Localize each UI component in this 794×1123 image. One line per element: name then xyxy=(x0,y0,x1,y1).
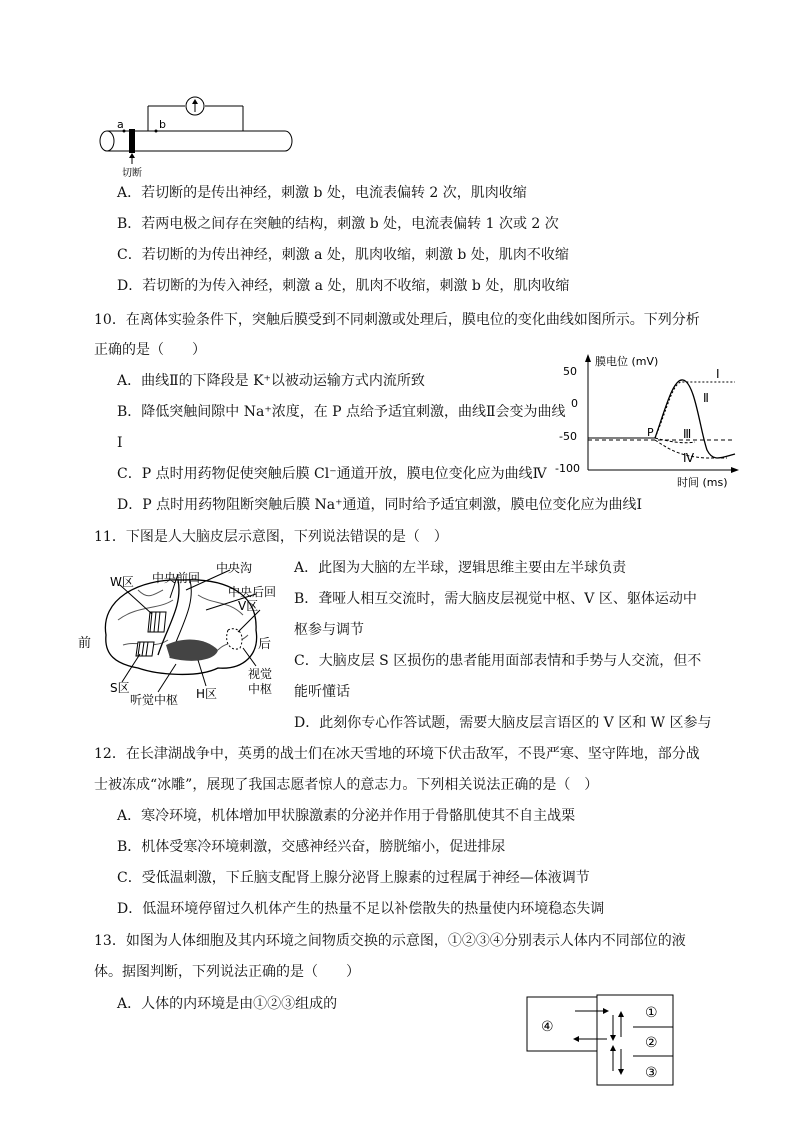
v-area-label: V区 xyxy=(238,599,259,613)
q10-option-c: C．P 点时用药物促使突触后膜 Cl⁻通道开放，膜电位变化应为曲线Ⅳ xyxy=(117,466,547,482)
q10-option-b-1: B．降低突触间隙中 Na⁺浓度，在 P 点给予适宜刺激，曲线Ⅱ会变为曲线 xyxy=(117,404,566,420)
q11-option-a: A．此图为大脑的左半球，逻辑思维主要由左半球负责 xyxy=(294,560,627,576)
q9-option-c: C．若切断的为传出神经，刺激 a 处，肌肉收缩，刺激 b 处，肌肉不收缩 xyxy=(117,247,569,263)
q13-option-a: A．人体的内环境是由①②③组成的 xyxy=(117,996,338,1012)
q11-option-c-1: C．大脑皮层 S 区损伤的患者能用面部表情和手势与人交流，但不 xyxy=(294,653,702,669)
q12-option-d: D．低温环境停留过久机体产生的热量不足以补偿散失的热量使内环境稳态失调 xyxy=(117,901,605,917)
q11-option-b-2: 枢参与调节 xyxy=(294,622,364,638)
fluid-2: ② xyxy=(645,1035,658,1051)
y-axis-label: 膜电位 (mV) xyxy=(595,355,659,368)
tick-0: 0 xyxy=(571,397,578,410)
q11-option-c-2: 能听懂话 xyxy=(294,684,350,700)
brain-figure xyxy=(78,560,290,708)
q12-stem-1: 12．在长津湖战争中，英勇的战士们在冰天雪地的环境下伏击敌军，不畏严寒、坚守阵地，部分战 xyxy=(94,746,700,762)
label-b: b xyxy=(159,118,166,131)
central-back-label: 中央后回 xyxy=(228,585,277,599)
q13-stem-1: 13．如图为人体细胞及其内环境之间物质交换的示意图，①②③④分别表示人体内不同部位的液 xyxy=(94,933,686,949)
q12-stem-2: 士被冻成“冰雕”，展现了我国志愿者惊人的意志力。下列相关说法正确的是（ ） xyxy=(94,777,599,793)
q12-option-a: A．寒冷环境，机体增加甲状腺激素的分泌并作用于骨骼肌使其不自主战栗 xyxy=(117,808,576,824)
central-front-label: 中央前回 xyxy=(152,571,201,585)
q10-stem-2: 正确的是（ ） xyxy=(94,342,206,358)
front-label: 前 xyxy=(78,636,92,651)
q11-option-d: D．此刻你专心作答试题，需要大脑皮层言语区的 V 区和 W 区参与 xyxy=(294,715,712,731)
q10-option-d: D．P 点时用药物阻断突触后膜 Na⁺通道，同时给予适宜刺激，膜电位变化应为曲线Ⅰ xyxy=(117,497,643,513)
fluid-4: ④ xyxy=(541,1019,554,1035)
fluid-3: ③ xyxy=(645,1065,658,1081)
q10-option-b-2: Ⅰ xyxy=(117,435,123,451)
q12-option-b: B．机体受寒冷环境刺激，交感神经兴奋，膀胱缩小，促进排尿 xyxy=(117,839,506,855)
tick-neg50: -50 xyxy=(559,430,577,443)
central-sulcus-label: 中央沟 xyxy=(216,561,253,575)
w-area-label: W区 xyxy=(110,575,134,589)
tick-50: 50 xyxy=(563,365,577,378)
q9-option-b: B．若两电极之间存在突触的结构，刺激 b 处，电流表偏转 1 次或 2 次 xyxy=(117,216,559,232)
cut-label: 切断 xyxy=(122,168,142,179)
h-area-label: H区 xyxy=(196,687,218,701)
nerve-figure xyxy=(95,96,305,180)
q9-option-a: A．若切断的是传出神经，刺激 b 处，电流表偏转 2 次，肌肉收缩 xyxy=(117,185,527,201)
tick-neg100: -100 xyxy=(555,462,580,475)
q9-option-d: D．若切断的为传入神经，刺激 a 处，肌肉不收缩，刺激 b 处，肌肉收缩 xyxy=(117,278,570,294)
fluid-1: ① xyxy=(645,1005,658,1021)
fluid-exchange-diagram xyxy=(525,993,677,1089)
curve-3: Ⅲ xyxy=(683,427,692,441)
point-p: P xyxy=(647,426,654,439)
back-label: 后 xyxy=(258,637,272,652)
q11-stem: 11．下图是人大脑皮层示意图，下列说法错误的是（ ） xyxy=(94,529,448,545)
curve-2: Ⅱ xyxy=(703,391,709,405)
q10-stem-1: 10．在离体实验条件下，突触后膜受到不同刺激或处理后，膜电位的变化曲线如图所示。下列分析 xyxy=(94,312,700,328)
curve-4: Ⅳ xyxy=(683,451,695,465)
label-a: a xyxy=(117,118,124,131)
x-axis-label: 时间 (ms) xyxy=(677,476,728,489)
curve-1: Ⅰ xyxy=(716,367,720,381)
q13-stem-2: 体。据图判断，下列说法正确的是（ ） xyxy=(94,964,360,980)
hearing-center-label: 听觉中枢 xyxy=(130,693,179,707)
s-area-label: S区 xyxy=(110,681,130,695)
membrane-potential-graph xyxy=(555,350,745,490)
q10-option-a: A．曲线Ⅱ的下降段是 K⁺以被动运输方式内流所致 xyxy=(117,373,425,389)
visual-center-label-2: 中枢 xyxy=(248,682,273,696)
q11-option-b-1: B．聋哑人相互交流时，需大脑皮层视觉中枢、V 区、躯体运动中 xyxy=(294,591,697,607)
q12-option-c: C．受低温刺激，下丘脑支配肾上腺分泌肾上腺素的过程属于神经—体液调节 xyxy=(117,870,590,886)
visual-center-label-1: 视觉 xyxy=(248,667,273,681)
